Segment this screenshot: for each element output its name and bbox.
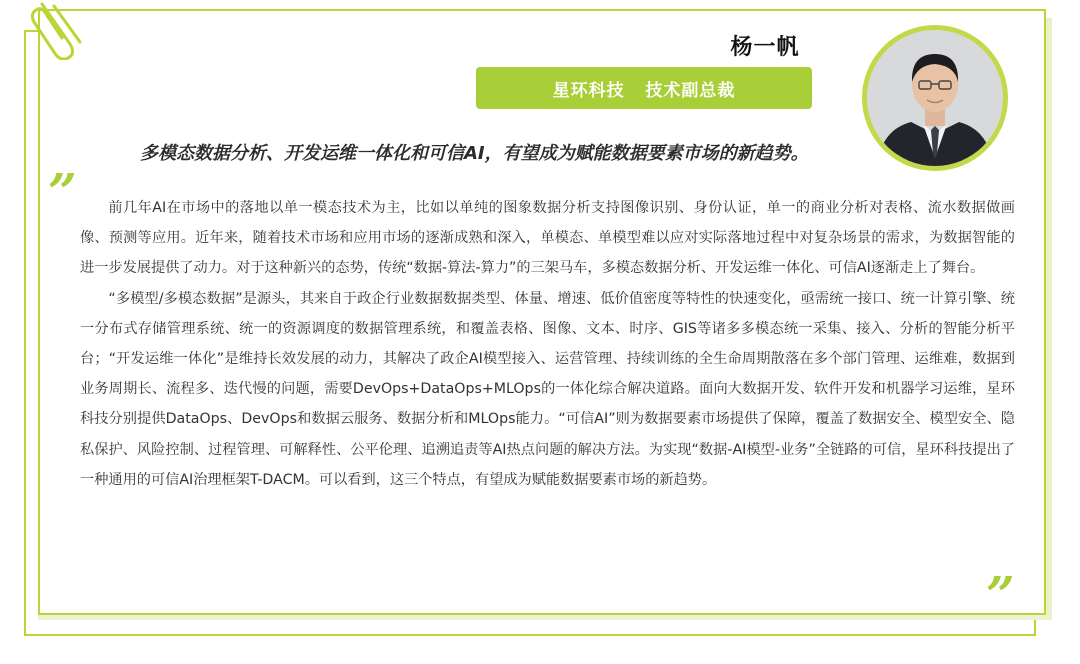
open-quote-icon: ” [48, 162, 77, 221]
close-quote-icon: ” [986, 565, 1015, 624]
article-body [80, 193, 1015, 495]
speaker-title-banner: 星环科技 技术副总裁 [476, 67, 812, 109]
body-paragraph: 前几年AI在市场中的落地以单一模态技术为主，比如以单纯的图象数据分析支持图像识别、身份认证，单一的商业分析对表格、流水数据做画像、预测等应用。近年来，随着技术市场和应用市场的逐渐成熟和深入，单模态、单模型难以应对实际落地过程中对复杂场景的需求，为数据智能的进一步发展提供了动力。对于这种新兴的态势，传统“数据-算法-算力”的三架马车，多模态数据分析、开发运维一体化、可信AI逐渐走上了舞台。 [80, 200, 1015, 277]
body-paragraph: “多模型/多模态数据”是源头，其来自于政企行业数据数据类型、体量、增速、低价值密度等特性的快速变化，亟需统一接口、统一计算引擎、统一分布式存储管理系统、统一的资源调度的数据管理系统，和覆盖表格、图像、文本、时序、GIS等诸多多模态统一采集、接入、分析的智能分析平台；“开发运维一体化”是维持长效发展的动力，其解决了政企AI模型接入、运营管理、持续训练的全生命周期散落在多个部门管理、运维难，数据到业务周期长、流程多、迭代慢的问题，需要DevOps+DataOps+MLOps的一体化综合解决道路。面向大数据开发、软件开发和机器学习运维，星环科技分别提供DataOps、DevOps和数据云服务、数据分析和MLOps能力。“可信AI”则为数据要素市场提供了保障，覆盖了数据安全、模型安全、隐私保护、风险控制、过程管理、可解释性、公平伦理、追溯追责等AI热点问题的解决方法。为实现“数据-AI模型-业务”全链路的可信，星环科技提出了一种通用的可信AI治理框架T-DACM。可以看到，这三个特点，有望成为赋能数据要素市场的新趋势。 [80, 290, 1015, 488]
paperclip-icon [28, 0, 98, 60]
speaker-name: 杨一帆 [730, 35, 800, 60]
portrait-photo [867, 30, 1003, 166]
headline-quote: 多模态数据分析、开发运维一体化和可信AI，有望成为赋能数据要素市场的新趋势。 [140, 143, 809, 164]
frame-shadow-bottom [38, 615, 1052, 620]
speaker-portrait [862, 25, 1008, 171]
frame-shadow-right [1046, 18, 1052, 615]
